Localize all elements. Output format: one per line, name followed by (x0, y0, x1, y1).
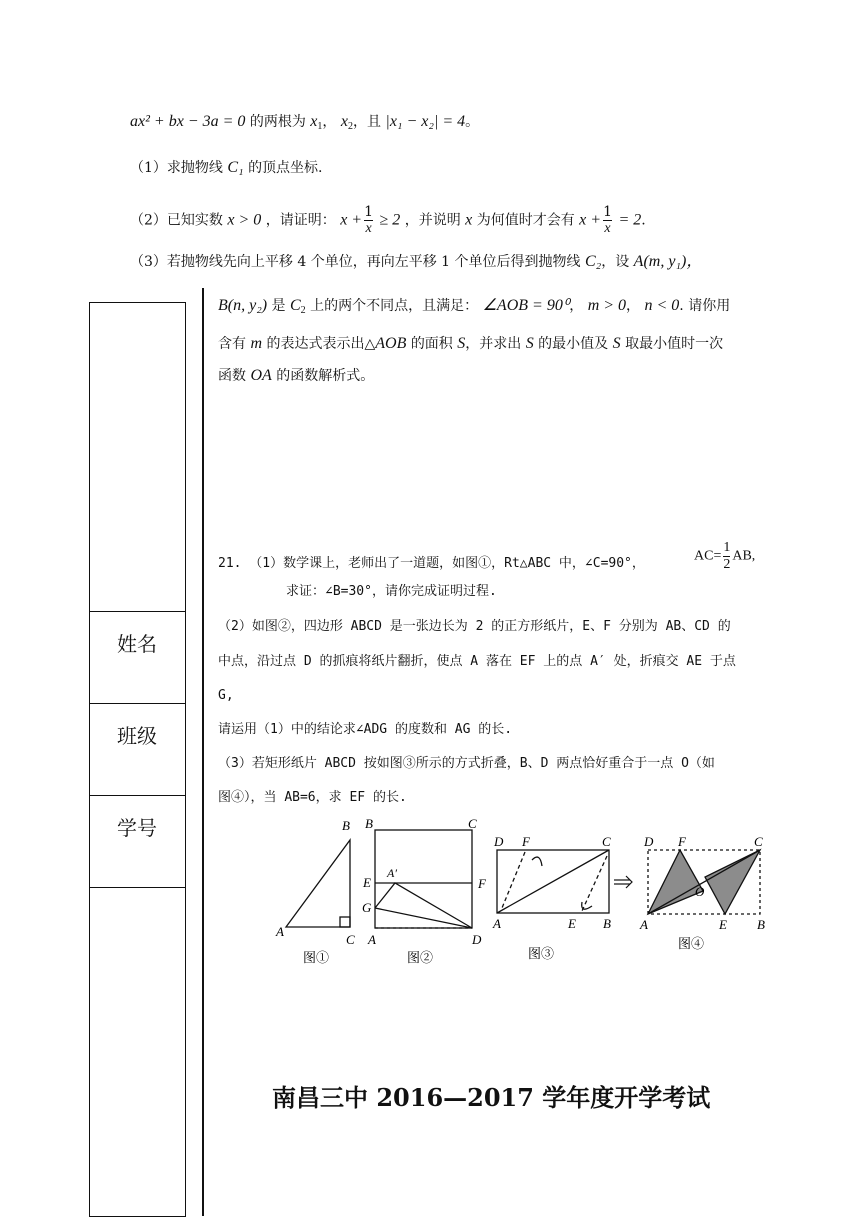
var-m: m (250, 335, 263, 352)
cond-m: m > 0 (587, 297, 627, 314)
part3-l3-a: 函数 (218, 368, 246, 384)
problem20-part3-line2: B(n, y₂) 是 $C_2$ 上的两个不同点，且满足： ∠AOB = 90⁰， m > 0， n < 0. 请你用 (218, 297, 731, 316)
end-mark: 。 (465, 114, 480, 130)
part3-l2-d: ，并求出 (465, 336, 522, 352)
part3-text-d: 上的两个不同点，且满足： (310, 298, 479, 314)
problem21-line5: G, (218, 688, 234, 703)
problem21-line8: 图④），当 AB=6，求 EF 的长. (218, 790, 407, 805)
and-text: ，且 (352, 114, 381, 130)
part3-l2-e: 的最小值及 (538, 336, 609, 352)
fig4-label-b: B (757, 917, 765, 932)
fig3-label-c: C (602, 834, 611, 849)
part2-expr2: x + (579, 211, 602, 229)
fig2-label-a: A (368, 932, 376, 947)
fig1-label-a: A (276, 924, 284, 939)
problem21-line4: 中点，沿过点 D 的抓痕将纸片翻折，使点 A 落在 EF 上的点 A′ 处，折痕交 AE 于点 (218, 654, 736, 669)
fig4-label-a: A (640, 917, 648, 932)
part2-inequality: ≥ 2 (379, 211, 401, 229)
fig1-caption: 图① (303, 950, 330, 965)
fig3-label-b: B (603, 916, 611, 931)
sidebar-box-name (89, 611, 186, 704)
part2-text-d: 为何值时才会有 (476, 212, 575, 229)
ac-label: AC= (694, 548, 722, 564)
part2-condition: x > 0 (227, 211, 262, 229)
triangle-aob: AOB (375, 335, 407, 352)
problem21-line3: （2）如图②，四边形 ABCD 是一张边长为 2 的正方形纸片，E、F 分别为 AB、CD 的 (218, 619, 731, 634)
ab-label: AB (732, 548, 752, 564)
part3-text-b: ，设 (601, 254, 630, 270)
problem21-line7: （3）若矩形纸片 ABCD 按如图③所示的方式折叠，B、D 两点恰好重合于一点 O（如 (218, 756, 715, 771)
fig4-label-f: F (678, 834, 686, 849)
fig3-label-d: D (494, 834, 504, 849)
x1-var: $x_1$ (310, 113, 323, 132)
class-label: 班级 (117, 724, 157, 748)
student-id-label: 学号 (117, 816, 157, 840)
problem20-part3 (130, 252, 702, 272)
fig2-label-d: D (472, 932, 482, 947)
angle-aob: ∠AOB = 90⁰ (482, 297, 570, 314)
problem20-part2: （2）已知实数 x > 0 ，请证明： x + $\frac{1}{x}$ ≥ 2 ，并说明 x 为何值时才会有 x + $\frac{1}{x}$ = 2. (130, 204, 646, 236)
c1-var: C₁ (227, 159, 244, 176)
var-s-2: S (525, 335, 534, 352)
c2-var-2: $C_2$ (290, 297, 306, 316)
binding-line (202, 288, 204, 1216)
x2-var: $x_2$ (340, 113, 353, 132)
line-oa: OA (250, 367, 272, 384)
figures-panel (270, 810, 770, 970)
fig2-label-g: G (362, 900, 372, 915)
point-a: A(m, y₁)， (633, 253, 703, 270)
transform-arrow (614, 876, 632, 888)
problem20-part3-line4 (218, 366, 374, 386)
var-s: S (457, 335, 466, 352)
part3-text-f: . 请你用 (679, 298, 731, 314)
fig2-label-b: B (365, 816, 373, 831)
fig1-label-b: B (342, 818, 350, 833)
sidebar-box-blank (89, 302, 186, 612)
fig2-caption: 图② (407, 950, 434, 965)
fig4-label-o: O (695, 884, 705, 899)
part1-tail: 的顶点坐标. (248, 160, 323, 176)
fig4-label-d: D (644, 834, 654, 849)
fraction-half: $\frac{1}{2}$ (723, 540, 731, 572)
part3-l3-b: 的函数解析式。 (276, 368, 375, 384)
var-s-3: S (612, 335, 621, 352)
problem21-line1 (218, 554, 645, 574)
cond-n: n < 0 (644, 297, 680, 314)
fig4-label-e: E (719, 917, 727, 932)
problem21-line2: 求证：∠B=30°，请你完成证明过程. (286, 584, 497, 599)
figure-4 (648, 850, 760, 914)
part3-l2-a: 含有 (218, 336, 246, 352)
part2-x: x (465, 211, 473, 229)
fig2-label-e: E (363, 875, 371, 890)
fraction-1-over-x-2: $\frac{1}{x}$ (603, 204, 612, 236)
part3-l2-c: 的面积 (410, 336, 453, 352)
sidebar-box-id (89, 795, 186, 888)
point-b: B(n, y₂) (218, 297, 268, 314)
comma-end: , (751, 548, 756, 564)
abs-condition: |x₁ − x₂| = 4 (385, 113, 466, 130)
part2-text-a: （2）已知实数 (130, 212, 223, 229)
name-label: 姓名 (117, 632, 157, 656)
figure-3 (497, 850, 609, 913)
fig2-label-c: C (468, 816, 477, 831)
part3-text-a: （3）若抛物线先向上平移 4 个单位，再向左平移 1 个单位后得到抛物线 (130, 254, 581, 270)
figure-1 (286, 840, 350, 927)
problem20-line1: ax² + bx − 3a = 0 的两根为 $x_1$， $x_2$，且 |x₁ − x₂| = 4。 (130, 113, 480, 132)
sidebar-box-class (89, 703, 186, 796)
fraction-1-over-x: $\frac{1}{x}$ (364, 204, 374, 236)
fig3-label-f: F (522, 834, 530, 849)
problem20-part3-line3 (218, 334, 723, 354)
part3-l2-f: 取最小值时一次 (625, 336, 724, 352)
fig2-label-f: F (478, 876, 486, 891)
fig3-caption: 图③ (528, 946, 555, 961)
part2-equation: = 2 (618, 211, 642, 229)
problem20-part1 (130, 158, 323, 178)
roots-text: 的两根为 (249, 114, 306, 130)
fig4-label-c: C (754, 834, 763, 849)
p21-l1: 21. （1）数学课上，老师出了一道题，如图①，Rt△ABC 中，∠C=90°， (218, 556, 645, 571)
part2-text-b: ，请证明： (265, 212, 336, 229)
fig4-caption: 图④ (678, 936, 705, 951)
comma-1: ， (569, 298, 584, 314)
problem21-line6: 请运用（1）中的结论求∠ADG 的度数和 AG 的长. (218, 722, 513, 737)
fig1-label-c: C (346, 932, 355, 947)
quadratic-equation: ax² + bx − 3a = 0 (130, 113, 246, 130)
part3-l2-b: 的表达式表示出△ (266, 336, 376, 352)
fig3-label-e: E (568, 916, 576, 931)
sidebar-box-bottom (89, 887, 186, 1217)
part2-expr1: x + (340, 211, 363, 229)
part1-text: （1）求抛物线 (130, 160, 223, 176)
fig2-label-aprime: A′ (387, 866, 397, 880)
part3-text-c: 是 (271, 298, 286, 314)
part2-text-c: ，并说明 (404, 212, 461, 229)
ac-half-ab (694, 540, 755, 573)
c2-var: C₂ (584, 253, 602, 270)
exam-title: 南昌三中 2016—2017 学年度开学考试 (272, 1083, 711, 1112)
fig3-label-a: A (493, 916, 501, 931)
